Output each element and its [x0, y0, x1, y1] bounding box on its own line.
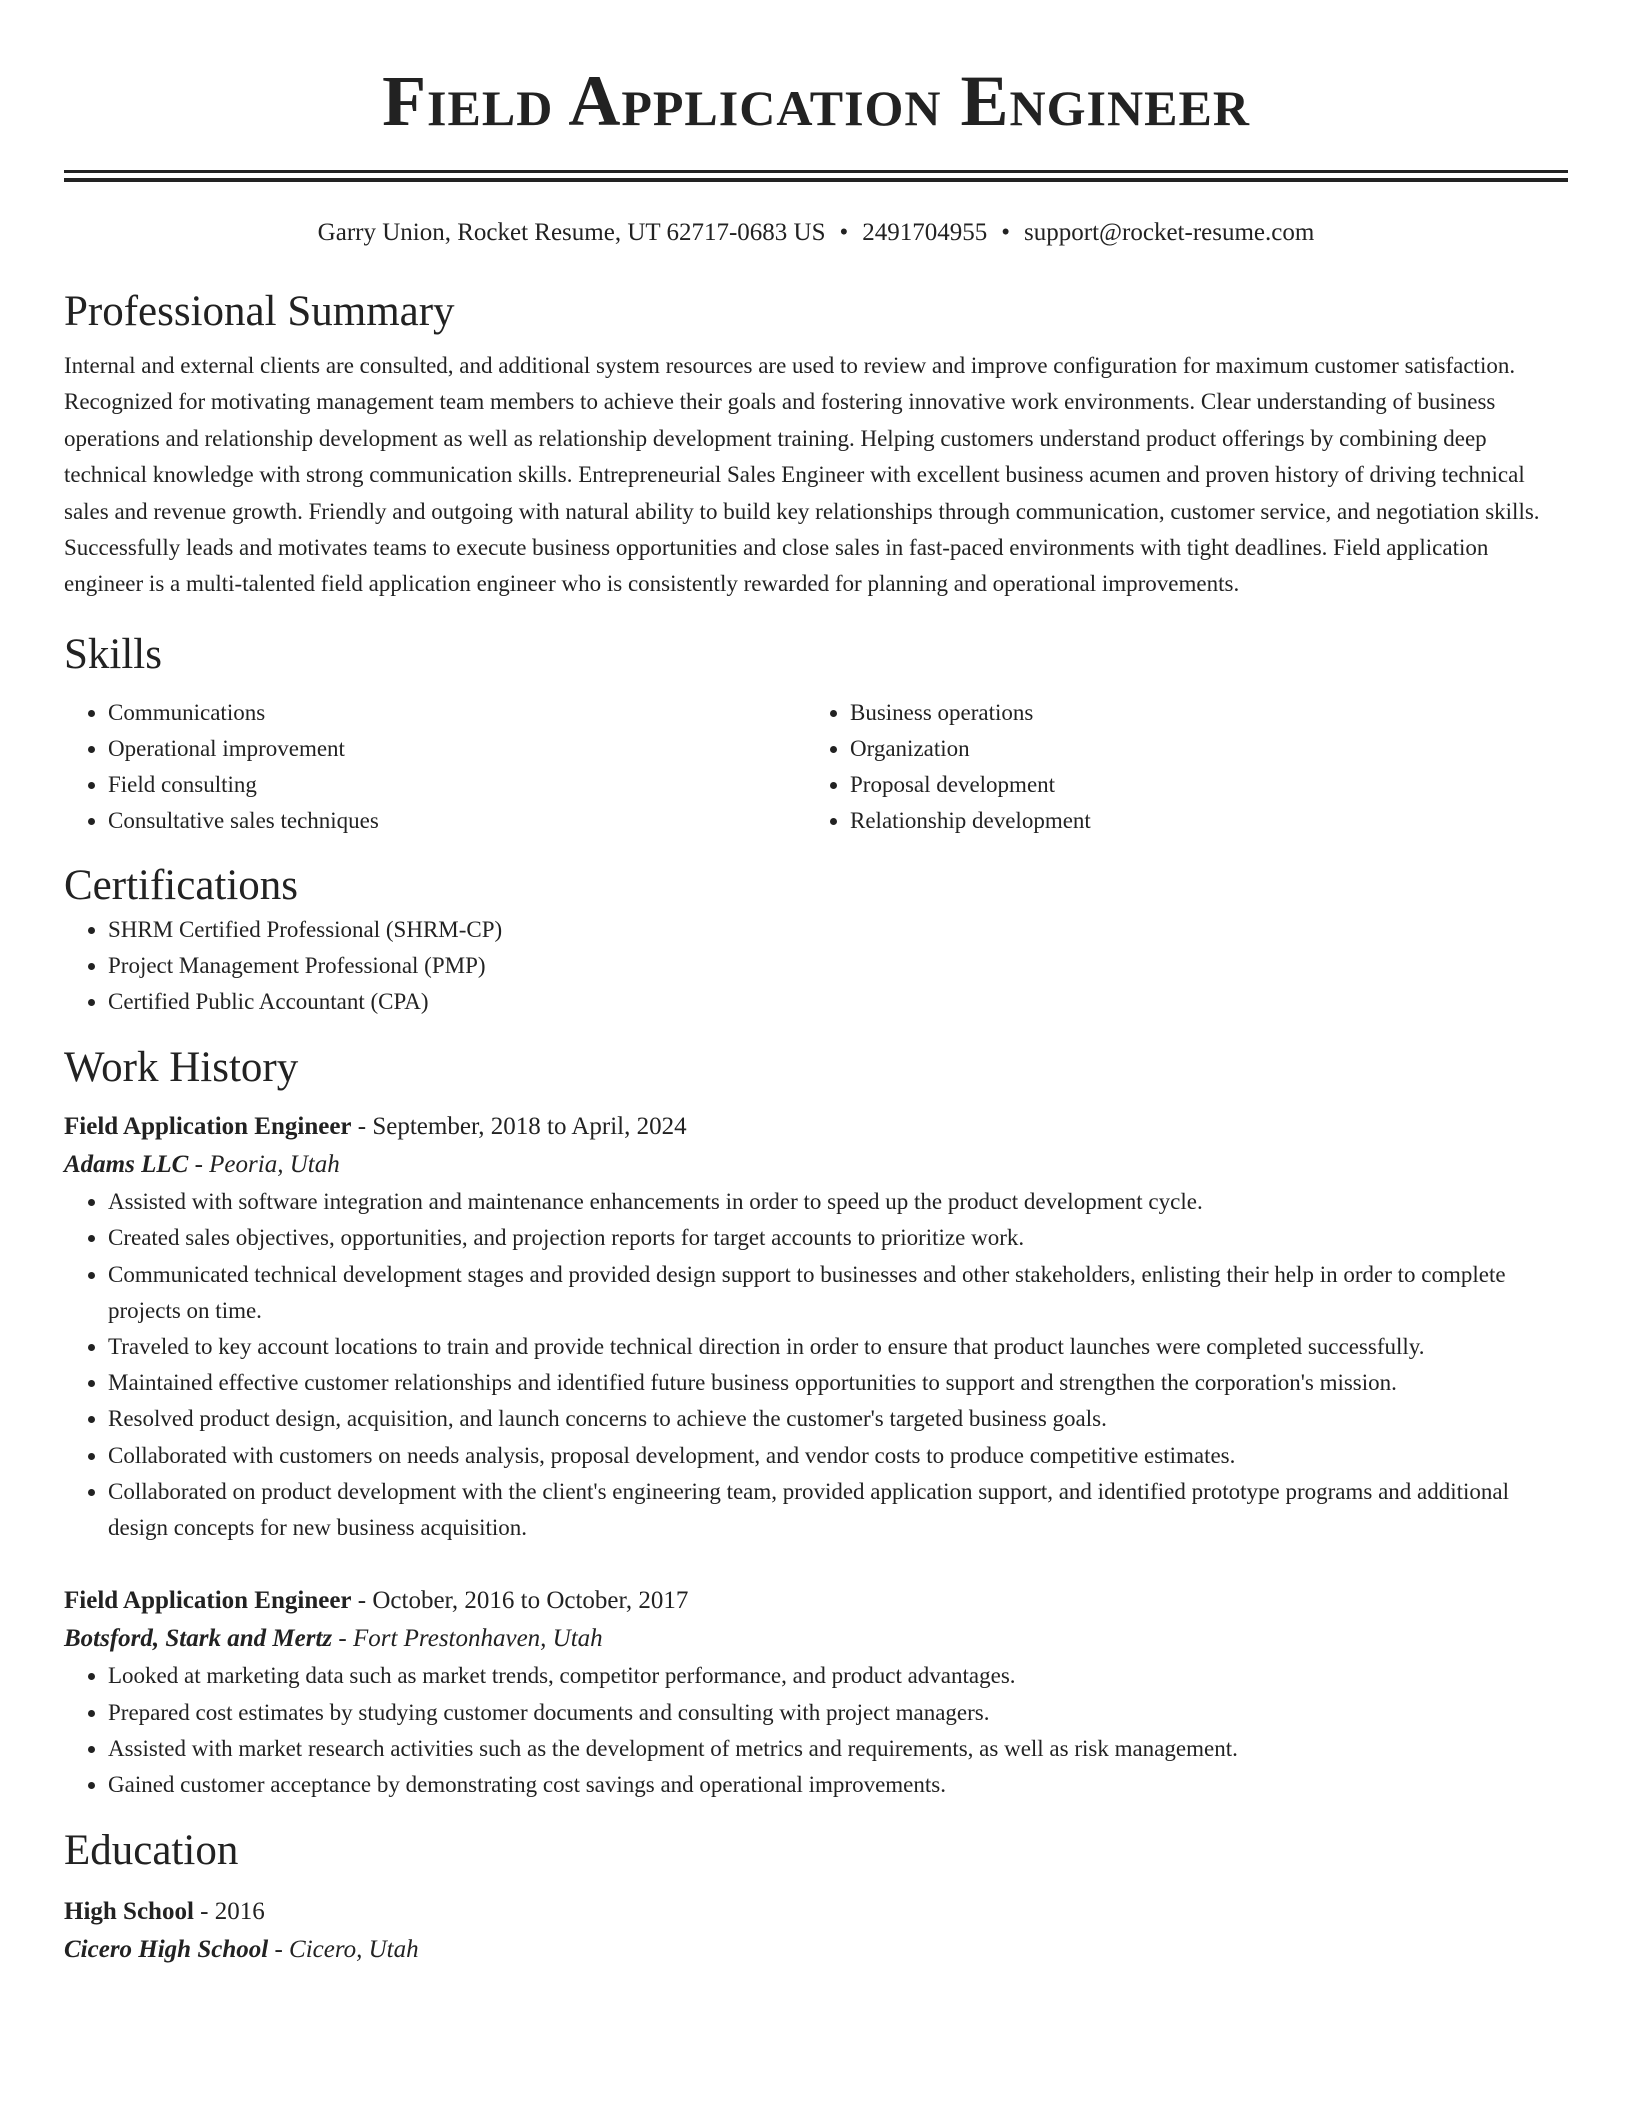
skills-heading: Skills [64, 630, 162, 678]
job-dates: October, 2016 to October, 2017 [372, 1587, 689, 1615]
skill-item: • Organization [850, 731, 1548, 767]
skill-item: • Consultative sales techniques [108, 803, 806, 839]
job-dates: September, 2018 to April, 2024 [372, 1113, 687, 1141]
certification-item: • SHRM Certified Professional (SHRM-CP) [108, 912, 1568, 948]
education-header [64, 1893, 1568, 1931]
skill-item: • Proposal development [850, 767, 1548, 803]
contact-phone: 2491704955 [862, 219, 988, 246]
skills-list-left [64, 695, 806, 840]
job-duty: • Created sales objectives, opportunities, and projection reports for target accounts to prioritize work. [108, 1220, 1568, 1256]
skill-item: • Communications [108, 695, 806, 731]
education-dash: - [193, 1898, 215, 1926]
job-duty: • Communicated technical development stages and provided design support to businesses and other stakeholders, enlisting their help in order to complete projects on time. [108, 1257, 1568, 1329]
summary-heading: Professional Summary [64, 288, 455, 335]
job-location: Peoria, Utah [209, 1151, 340, 1179]
job-location: Fort Prestonhaven, Utah [352, 1625, 603, 1653]
job-dash: - [351, 1587, 373, 1615]
job-dash: - [332, 1625, 353, 1653]
job-employer [64, 1620, 1568, 1658]
job-role: Field Application Engineer [64, 1587, 352, 1615]
skill-item: • Relationship development [850, 803, 1548, 839]
job-company: Adams LLC [64, 1151, 189, 1179]
job-entry [64, 1108, 1568, 1546]
skill-item: • Field consulting [108, 767, 806, 803]
summary-text: Internal and external clients are consulted, and additional system resources are used to review and improve configuration for maximum customer satisfaction. Recognized for motivating management team members to achieve their goals and fostering innovative work environments. Clear understanding of business operations and relationship development as well as relationship development training. Helping customers understand product offerings by combining deep technical knowledge with strong communication skills. Entrepreneurial Sales Engineer with excellent business acumen and proven history of driving technical sales and revenue growth. Friendly and outgoing with natural ability to build key relationships through communication, customer service, and negotiation skills. Successfully leads and motivates teams to execute business opportunities and close sales in fast-paced environments with tight deadlines. Field application engineer is a multi-talented field application engineer who is consistently rewarded for planning and operational improvements. [64, 353, 1540, 597]
education-section [64, 1825, 1568, 1969]
certifications-list [64, 912, 1568, 1021]
education-heading: Education [64, 1827, 239, 1875]
education-year: 2016 [214, 1898, 265, 1926]
education-dash: - [268, 1936, 290, 1964]
job-dash: - [188, 1151, 210, 1179]
job-duty: • Collaborated on product development with the client's engineering team, provided application support, and identified prototype programs and additional design concepts for new business acquisition. [108, 1474, 1568, 1546]
contact-separator: • [839, 219, 849, 246]
work-history-heading: Work History [64, 1044, 299, 1092]
skills-list-right [806, 695, 1548, 840]
certifications-heading: Certifications [64, 861, 299, 909]
job-duty: • Traveled to key account locations to train and provide technical direction in order to ensure that product launches were completed successfully. [108, 1329, 1568, 1365]
education-degree: High School [64, 1898, 194, 1926]
job-duty: • Assisted with software integration and maintenance enhancements in order to speed up the product development cycle. [108, 1184, 1568, 1220]
skills-columns [64, 695, 1568, 840]
certification-item: • Project Management Professional (PMP) [108, 948, 1568, 984]
contact-email: support@rocket-resume.com [1024, 219, 1315, 246]
job-company: Botsford, Stark and Mertz [64, 1625, 333, 1653]
job-duty: • Resolved product design, acquisition, and launch concerns to achieve the customer's targeted business goals. [108, 1401, 1568, 1437]
education-school: Cicero High School [64, 1936, 269, 1964]
job-duties-list [64, 1184, 1568, 1546]
certification-item: • Certified Public Accountant (CPA) [108, 984, 1568, 1020]
job-entry [64, 1582, 1568, 1803]
contact-address: Garry Union, Rocket Resume, UT 62717-0683 US [317, 219, 826, 246]
work-history-section [64, 1042, 1568, 1803]
contact-separator: • [1001, 219, 1011, 246]
job-header [64, 1582, 1568, 1620]
job-duty: • Gained customer acceptance by demonstrating cost savings and operational improvements. [108, 1767, 1568, 1803]
job-duty: • Assisted with market research activities such as the development of metrics and requirements, as well as risk management. [108, 1731, 1568, 1767]
certifications-section [64, 860, 1568, 1021]
skills-column-right [806, 695, 1548, 840]
resume-title: Field Application Engineer [382, 61, 1250, 141]
job-duty: • Prepared cost estimates by studying customer documents and consulting with project managers. [108, 1695, 1568, 1731]
contact-line [64, 216, 1568, 250]
skills-section [64, 629, 1568, 840]
job-duty: • Collaborated with customers on needs analysis, proposal development, and vendor costs to produce competitive estimates. [108, 1438, 1568, 1474]
skills-column-left [64, 695, 806, 840]
skill-item: • Operational improvement [108, 731, 806, 767]
skill-item: • Business operations [850, 695, 1548, 731]
job-header [64, 1108, 1568, 1146]
job-duty: • Maintained effective customer relationships and identified future business opportunities to support and strengthen the corporation's mission. [108, 1365, 1568, 1401]
header-divider [64, 170, 1568, 182]
education-school-line [64, 1931, 1568, 1969]
job-employer [64, 1146, 1568, 1184]
job-role: Field Application Engineer [64, 1113, 352, 1141]
education-entry [64, 1893, 1568, 1969]
job-duties-list [64, 1658, 1568, 1803]
job-dash: - [351, 1113, 373, 1141]
job-duty: • Looked at marketing data such as market trends, competitor performance, and product advantages. [108, 1658, 1568, 1694]
summary-section [64, 286, 1568, 603]
education-location: Cicero, Utah [289, 1936, 419, 1964]
